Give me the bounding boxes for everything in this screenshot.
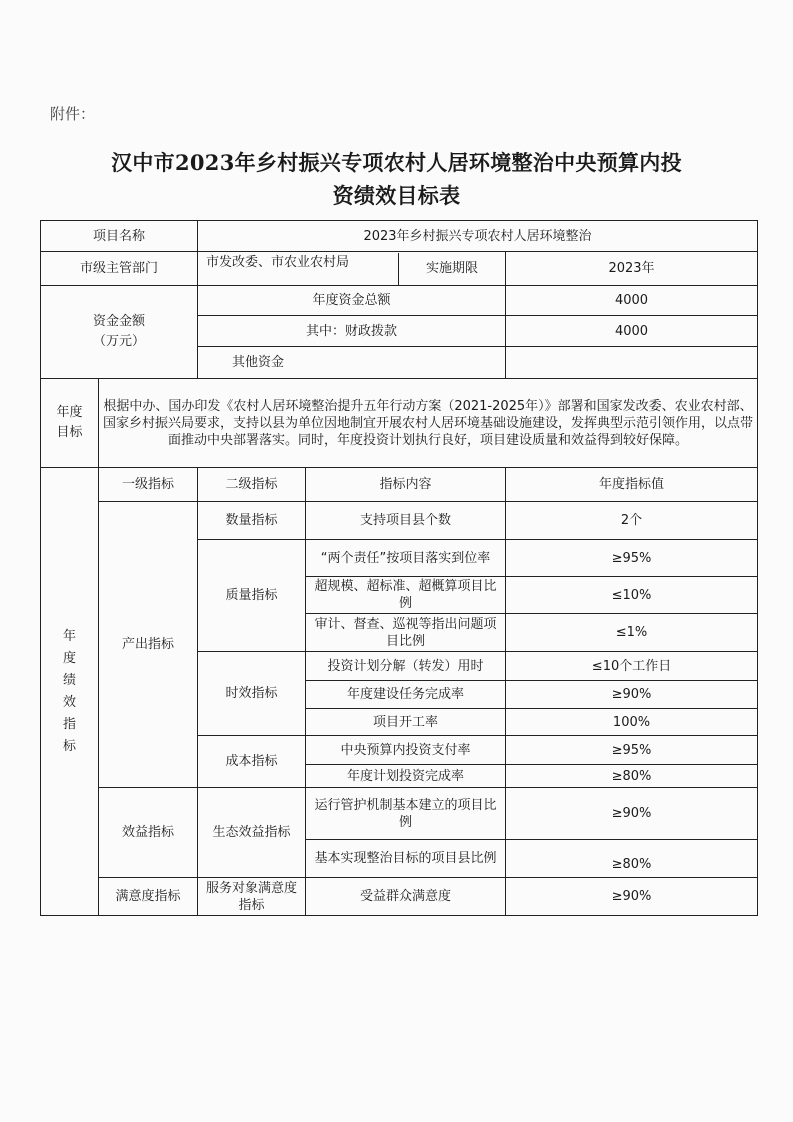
- funds-total-value: 4000: [506, 286, 758, 316]
- output-indicator-label: 产出指标: [99, 502, 198, 788]
- funds-fiscal-label: 其中：财政拨款: [198, 316, 506, 347]
- indicator-value: ≥95%: [506, 736, 758, 765]
- funds-label: 资金金额 （万元）: [41, 286, 198, 379]
- funds-other-label: 其他资金: [198, 347, 506, 379]
- indicator-content: 年度建设任务完成率: [306, 681, 506, 709]
- indicator-value: ≥80%: [506, 765, 758, 788]
- service-satisfaction-indicator-label: 服务对象满意度指标: [198, 878, 306, 916]
- funds-fiscal-value: 4000: [506, 316, 758, 347]
- attachment-label: 附件：: [50, 105, 96, 123]
- quantity-indicator-label: 数量指标: [198, 502, 306, 540]
- project-name-label: 项目名称: [41, 221, 198, 252]
- indicator-value: ≤10%: [506, 577, 758, 614]
- indicator-value: ≤1%: [506, 614, 758, 652]
- timeliness-indicator-label: 时效指标: [198, 652, 306, 736]
- department-row: [41, 252, 758, 286]
- indicator-content: 受益群众满意度: [306, 878, 506, 916]
- department-label: 市级主管部门: [41, 252, 198, 286]
- funds-total-label: 年度资金总额: [198, 286, 506, 316]
- performance-label: [41, 468, 99, 916]
- funds-other-value: [506, 347, 758, 379]
- project-name-value: 2023年乡村振兴专项农村人居环境整治: [198, 221, 758, 252]
- performance-label-text: 年度绩效指标: [62, 628, 76, 754]
- project-name-row: [41, 221, 758, 252]
- indicator-content: 支持项目县个数: [306, 502, 506, 540]
- cost-indicator-label: 成本指标: [198, 736, 306, 788]
- title-line-2: 资绩效目标表: [332, 183, 461, 208]
- eco-benefit-indicator-label: 生态效益指标: [198, 788, 306, 878]
- indicator-content: 基本实现整治目标的项目县比例: [306, 840, 506, 878]
- period-value: 2023年: [506, 252, 758, 286]
- indicator-content: 运行管护机制基本建立的项目比例: [306, 788, 506, 840]
- funds-total-row: [41, 286, 758, 316]
- document-title: [40, 146, 753, 212]
- performance-header-row: [41, 468, 758, 502]
- indicator-content: 项目开工率: [306, 709, 506, 736]
- indicator-value: 100%: [506, 709, 758, 736]
- annual-goal-text: 根据中办、国办印发《农村人居环境整治提升五年行动方案（2021-2025年）》部署和国家发改委、农业农村部、国家乡村振兴局要求，支持以县为单位因地制宜开展农村人居环境基础设施建设，发挥典型示范引领作用，以点带面推动中央部署落实。同时，年度投资计划执行良好，项目建设质量和效益得到较好保障。: [99, 379, 758, 468]
- quality-indicator-label: 质量指标: [198, 540, 306, 652]
- header-level1: 一级指标: [99, 468, 198, 502]
- title-line-1: 汉中市2023年乡村振兴专项农村人居环境整治中央预算内投: [111, 150, 682, 175]
- indicator-value: 2个: [506, 502, 758, 540]
- header-content: 指标内容: [306, 468, 506, 502]
- table-row: [41, 878, 758, 916]
- benefit-indicator-label: 效益指标: [99, 788, 198, 878]
- indicator-value: ≥90%: [506, 681, 758, 709]
- indicator-value: ≥90%: [506, 788, 758, 840]
- indicator-value: ≥95%: [506, 540, 758, 577]
- indicator-content: 中央预算内投资支付率: [306, 736, 506, 765]
- annual-goal-row: [41, 379, 758, 468]
- indicator-content: 年度计划投资完成率: [306, 765, 506, 788]
- header-value: 年度指标值: [506, 468, 758, 502]
- table-row: [41, 502, 758, 540]
- performance-target-table: [40, 220, 758, 916]
- indicator-value: ≥80%: [506, 840, 758, 878]
- satisfaction-indicator-label: 满意度指标: [99, 878, 198, 916]
- indicator-content: “两个责任”按项目落实到位率: [306, 540, 506, 577]
- header-level2: 二级指标: [198, 468, 306, 502]
- department-value-text: 市发改委、市农业农村局: [206, 254, 350, 270]
- indicator-content: 超规模、超标准、超概算项目比例: [306, 577, 506, 614]
- department-value: [198, 252, 506, 286]
- indicator-value: ≤10个工作日: [506, 652, 758, 681]
- period-label: 实施期限: [398, 253, 505, 285]
- indicator-value: ≥90%: [506, 878, 758, 916]
- indicator-content: 投资计划分解（转发）用时: [306, 652, 506, 681]
- indicator-content: 审计、督查、巡视等指出问题项目比例: [306, 614, 506, 652]
- table-row: [41, 788, 758, 840]
- annual-goal-label: 年度 目标: [41, 379, 99, 468]
